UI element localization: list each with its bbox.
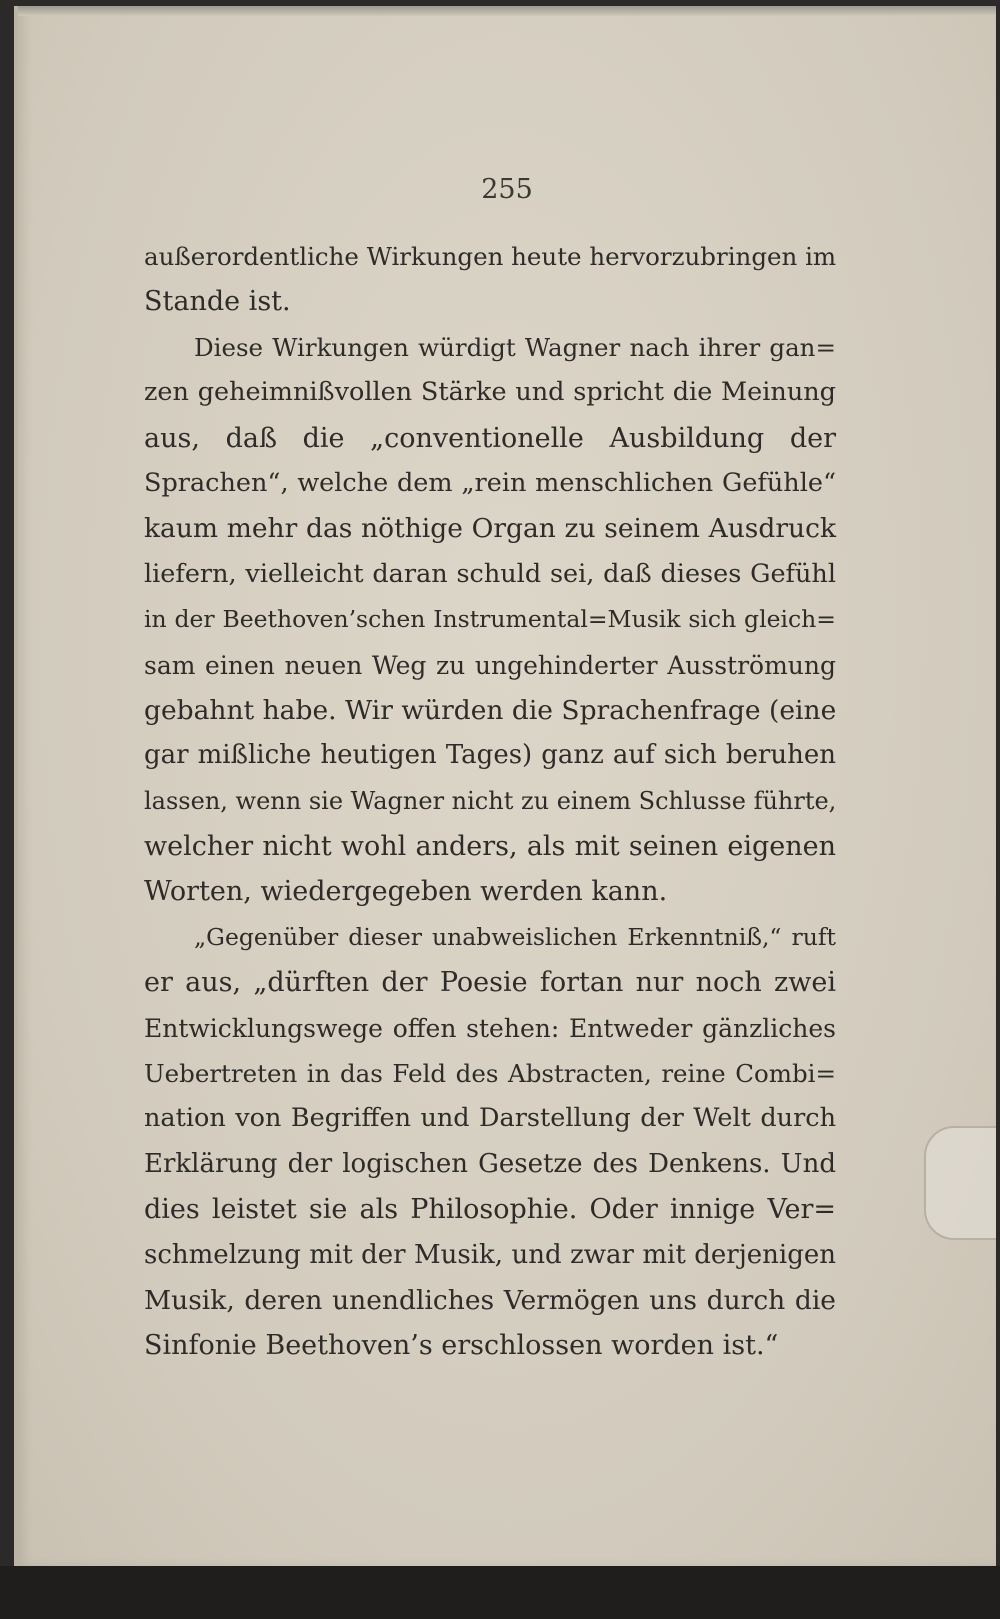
text-line: Stande ist.: [144, 286, 291, 318]
text-line: gar mißliche heutigen Tages) ganz auf sich beruhen: [144, 740, 836, 771]
text-line: sam einen neuen Weg zu ungehinderter Ausströmung: [144, 650, 836, 680]
text-line: Sprachen“, welche dem „rein menschlichen Gefühle“: [144, 467, 836, 498]
text-line: gebahnt habe. Wir würden die Sprachenfrage (eine: [144, 694, 837, 726]
text-line: schmelzung mit der Musik, und zwar mit derjenigen: [144, 1239, 836, 1270]
text-line: außerordentliche Wirkungen heute hervorzubringen im: [144, 242, 837, 271]
text-line: liefern, vielleicht daran schuld sei, daß dieses Gefühl: [144, 558, 836, 589]
book-page: [14, 6, 996, 1566]
page-top-edge: [18, 6, 996, 16]
text-line: „Gegenüber dieser unabweislichen Erkenntniß,“ ruft: [194, 922, 836, 951]
text-line: zen geheimnißvollen Stärke und spricht die Meinung: [144, 377, 836, 408]
text-line: Uebertreten in das Feld des Abstracten, reine Combi=: [144, 1059, 836, 1089]
text-line: aus, daß die „conventionelle Ausbildung der: [144, 422, 836, 454]
text-line: welcher nicht wohl anders, als mit seinen eigenen: [144, 831, 836, 863]
page-tab-marker: [924, 1126, 996, 1240]
text-line: Entwicklungswege offen stehen: Entweder gänzliches: [144, 1013, 836, 1043]
text-line: Worten, wiedergegeben werden kann.: [144, 876, 668, 908]
text-line: Sinfonie Beethoven’s erschlossen worden ist.“: [144, 1330, 779, 1362]
text-line: er aus, „dürften der Poesie fortan nur noch zwei: [144, 967, 836, 999]
page-number: 255: [481, 174, 533, 205]
text-line: in der Beethoven’schen Instrumental=Musik sich gleich=: [144, 605, 836, 634]
text-line: Erklärung der logischen Gesetze des Denkens. Und: [144, 1148, 836, 1179]
text-line: kaum mehr das nöthige Organ zu seinem Ausdruck: [144, 513, 836, 545]
text-line: Diese Wirkungen würdigt Wagner nach ihrer gan=: [194, 332, 836, 362]
text-line: dies leistet sie als Philosophie. Oder innige Ver=: [144, 1194, 836, 1226]
text-line: lassen, wenn sie Wagner nicht zu einem Schlusse führte,: [144, 786, 837, 815]
text-line: Musik, deren unendliches Vermögen uns durch die: [144, 1284, 836, 1316]
body-text: [144, 234, 836, 1369]
scan-background: [0, 1566, 1000, 1619]
text-line: nation von Begriffen und Darstellung der Welt durch: [144, 1103, 836, 1134]
